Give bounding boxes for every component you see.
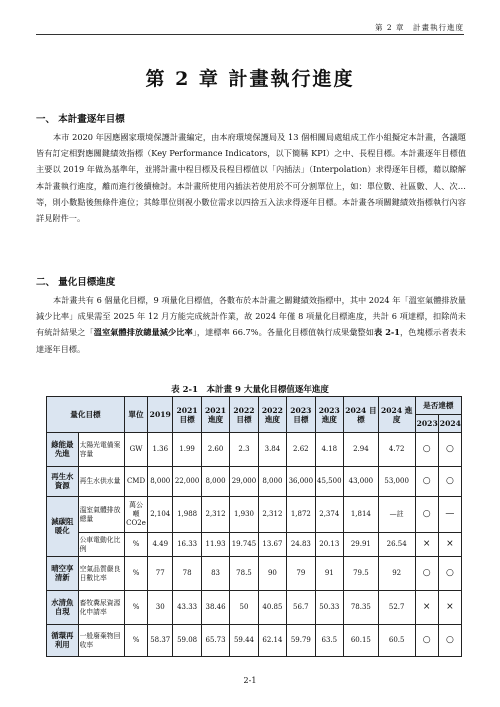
achieved-2024-mark: ○ [438,557,461,591]
header-2024-target: 2024 目標 [344,397,379,433]
header-2022-target: 2022 目標 [230,397,258,433]
value-cell: 2.62 [287,433,315,467]
header-2022-progress: 2022 進度 [258,397,286,433]
header-achieved-2024: 2024 [438,415,461,433]
header-2021-progress: 2021 進度 [201,397,229,433]
section2-bold-table-ref: 表 2-1 [374,327,400,338]
value-cell: 22,000 [173,467,201,497]
unit-cell: % [124,557,147,591]
value-cell: 4.72 [378,433,415,467]
indicator-cell: 畜牧糞尿資源化申請率 [78,591,124,625]
category-cell: 減碳阻暖化 [47,497,79,557]
header-target: 量化目標 [47,397,125,433]
achieved-2024-mark: × [438,591,461,625]
section1-heading: 一、 本計畫逐年目標 [36,114,125,125]
value-cell: 3.84 [258,433,286,467]
value-cell: 16.33 [173,533,201,557]
table-row [47,591,462,625]
achieved-2023-mark: ○ [415,497,438,533]
value-cell: 1.99 [173,433,201,467]
value-cell: 50.33 [315,591,343,625]
header-2023-target: 2023 目標 [287,397,315,433]
section2-bold-ghg: 溫室氣體排放總量減少比率 [93,327,193,338]
value-cell: 19.745 [230,533,258,557]
unit-cell: 萬公噸CO2e [124,497,147,533]
indicator-cell: 公車電動化比例 [78,533,124,557]
unit-cell: % [124,533,147,557]
achieved-2024-mark: × [438,533,461,557]
kpi-table [46,396,462,657]
value-cell: 8,000 [258,467,286,497]
achieved-2024-mark: — [438,497,461,533]
table-caption: 表 2-1 本計畫 9 大量化目標值逐年進度 [171,385,329,395]
value-cell: 45,500 [315,467,343,497]
achieved-2023-mark: ○ [415,625,438,657]
value-cell: 78 [173,557,201,591]
table-row [47,467,462,497]
category-cell: 水清魚自現 [47,591,79,625]
table-row [47,625,462,657]
value-cell: 2,312 [258,497,286,533]
value-cell: 20.13 [315,533,343,557]
unit-cell: % [124,591,147,625]
value-cell: 38.46 [201,591,229,625]
chapter-title: 第 2 章 計畫執行進度 [145,68,355,90]
header-2021-target: 2021 目標 [173,397,201,433]
value-cell: 43,000 [344,467,379,497]
table-row [47,557,462,591]
value-cell: 4.18 [315,433,343,467]
value-cell: 60.5 [378,625,415,657]
value-cell: 2,104 [148,497,173,533]
achieved-2024-mark: ○ [438,467,461,497]
value-cell: 1,814 [344,497,379,533]
value-cell: 43.33 [173,591,201,625]
value-cell: 24.83 [287,533,315,557]
table-row [47,533,462,557]
value-cell: 29,000 [230,467,258,497]
unit-cell: GW [124,433,147,467]
value-cell: 65.73 [201,625,229,657]
value-cell: 36,000 [287,467,315,497]
value-cell: 53,000 [378,467,415,497]
indicator-cell: 太陽光電備案容量 [78,433,124,467]
section2-text-mid: 」，達標率 66.7%。各量化目標值執行成果彙整如 [192,327,375,338]
table-row [47,497,462,533]
header-achieved-2023: 2023 [415,415,438,433]
indicator-cell: 空氣品質嚴良日數比率 [78,557,124,591]
value-cell: 59.08 [173,625,201,657]
value-cell: 77 [148,557,173,591]
value-cell: 30 [148,591,173,625]
value-cell: 83 [201,557,229,591]
page-number: 2-1 [243,676,257,685]
value-cell: 79 [287,557,315,591]
value-cell: 58.37 [148,625,173,657]
value-cell: 4.49 [148,533,173,557]
unit-cell: % [124,625,147,657]
value-cell: 2,374 [315,497,343,533]
section2-text-end: ，色塊標示者表未達逐年目標。 [36,327,466,354]
header-unit: 單位 [124,397,147,433]
section2-text-start: 本計畫共有 6 個量化目標，9 項量化目標值，各數布於本計畫之關鍵績效指標中，其中 2024 年「溫室氣體排放量減少比率」成果需至 2025 年 12 月方能完成統計作業，故 2024 年僅 8 項量化目標進度，共計 6 項達標，扣除尚未有統計結果之「 [36,295,466,338]
value-cell: 91 [315,557,343,591]
running-header: 第 2 章 計畫執行進度 [374,23,464,32]
section2-heading: 二、 量化目標進度 [36,277,116,288]
value-cell: 63.5 [315,625,343,657]
value-cell: 11.93 [201,533,229,557]
value-cell: 1,872 [287,497,315,533]
value-cell: 78.35 [344,591,379,625]
header-achieved: 是否達標 [415,397,461,415]
value-cell: 59.79 [287,625,315,657]
value-cell: 8,000 [148,467,173,497]
unit-cell: CMD [124,467,147,497]
indicator-cell: 一般廢棄物回收率 [78,625,124,657]
value-cell: 1,988 [173,497,201,533]
category-cell: 綠能最先進 [47,433,79,467]
header-2019: 2019 [148,397,173,433]
achieved-2023-mark: × [415,591,438,625]
value-cell: 79.5 [344,557,379,591]
value-cell: 29.91 [344,533,379,557]
value-cell: 1.36 [148,433,173,467]
value-cell: —註 [378,497,415,533]
achieved-2023-mark: × [415,533,438,557]
value-cell: 92 [378,557,415,591]
category-cell: 循環再利用 [47,625,79,657]
achieved-2024-mark: ○ [438,433,461,467]
value-cell: 40.85 [258,591,286,625]
value-cell: 2.60 [201,433,229,467]
section1-paragraph: 本市 2020 年因應國家環境保護計畫編定，由本府環境保護局及 13 個相關局處組成工作小組擬定本計畫，各議題皆有訂定相對應關鍵績效指標（Key Performance Indicators，以下簡稱 KPI）之中、長程目標。本計畫逐年目標值主要以 2019 年做為基準年，並將計畫中程目標及長程目標值以「內插法」（Interpolation）求得逐年目標，藉以瞭解本計畫執行進度，離而進行後續檢討。本計畫所使用內插法若使用於不可分割單位上，如：單位數、社區數、人、次…等，則小數點後無條件進位；其餘單位則視小數位需求以四捨五入法求得逐年目標。本計畫各項關鍵績效指標執行內容詳見附件一。 [36,132,466,224]
value-cell: 8,000 [201,467,229,497]
table-row [47,433,462,467]
value-cell: 59.44 [230,625,258,657]
achieved-2024-mark: ○ [438,625,461,657]
header-2023-progress: 2023 進度 [315,397,343,433]
value-cell: 2.3 [230,433,258,467]
achieved-2023-mark: ○ [415,433,438,467]
achieved-2023-mark: ○ [415,557,438,591]
header-2024-progress: 2024 進度 [378,397,415,433]
value-cell: 90 [258,557,286,591]
value-cell: 26.54 [378,533,415,557]
value-cell: 62.14 [258,625,286,657]
category-cell: 晴空享清新 [47,557,79,591]
value-cell: 78.5 [230,557,258,591]
value-cell: 50 [230,591,258,625]
value-cell: 52.7 [378,591,415,625]
header-rule [36,34,464,35]
value-cell: 1,930 [230,497,258,533]
achieved-2023-mark: ○ [415,467,438,497]
indicator-cell: 再生水供水量 [78,467,124,497]
value-cell: 60.15 [344,625,379,657]
indicator-cell: 溫室氣體排放總量 [78,497,124,533]
value-cell: 13.67 [258,533,286,557]
value-cell: 2.94 [344,433,379,467]
value-cell: 2,312 [201,497,229,533]
section2-paragraph [36,292,466,357]
value-cell: 56.7 [287,591,315,625]
category-cell: 再生水資源 [47,467,79,497]
